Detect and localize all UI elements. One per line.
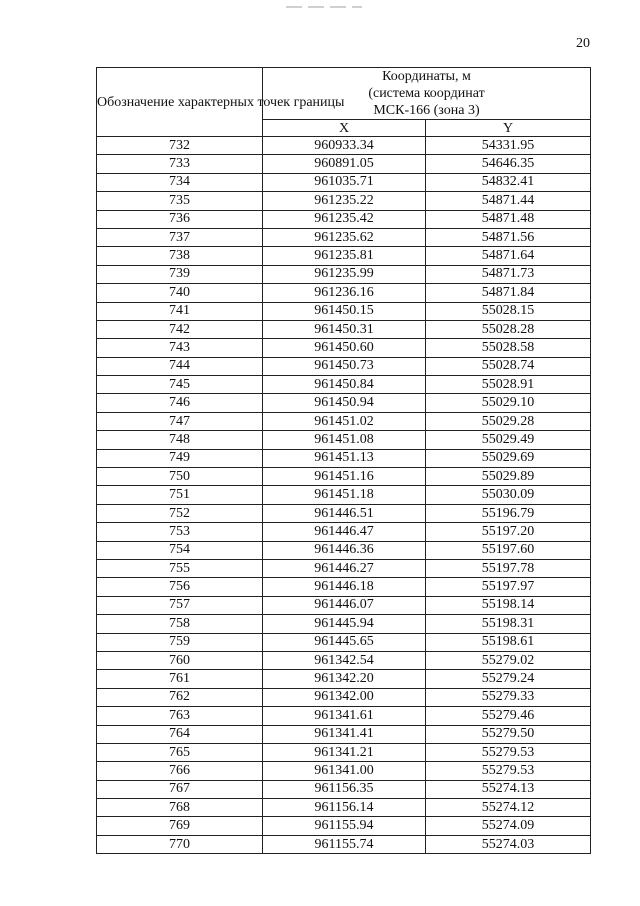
header-coords-line2: (система координат: [368, 86, 485, 101]
table-row: [97, 578, 591, 596]
y-coordinate-cell: 54832.41: [426, 173, 591, 191]
point-id-cell: 768: [97, 799, 263, 817]
table-row: [97, 633, 591, 651]
y-coordinate-cell: 54871.44: [426, 192, 591, 210]
point-id-cell: 760: [97, 651, 263, 669]
point-id-cell: 737: [97, 228, 263, 246]
x-coordinate-cell: 961451.18: [263, 486, 426, 504]
x-coordinate-cell: 961445.94: [263, 615, 426, 633]
point-id-cell: 758: [97, 615, 263, 633]
x-coordinate-cell: 961450.73: [263, 357, 426, 375]
point-id-cell: 767: [97, 780, 263, 798]
y-coordinate-cell: 55274.12: [426, 799, 591, 817]
point-id-cell: 740: [97, 284, 263, 302]
x-coordinate-cell: 961446.36: [263, 541, 426, 559]
table-row: [97, 541, 591, 559]
table-row: [97, 799, 591, 817]
point-id-cell: 756: [97, 578, 263, 596]
y-coordinate-cell: 55279.53: [426, 762, 591, 780]
x-coordinate-cell: 961155.74: [263, 835, 426, 853]
x-coordinate-cell: 961155.94: [263, 817, 426, 835]
y-coordinate-cell: 54871.56: [426, 228, 591, 246]
point-id-cell: 741: [97, 302, 263, 320]
y-coordinate-cell: 55198.61: [426, 633, 591, 651]
table-row: [97, 615, 591, 633]
x-coordinate-cell: 961450.60: [263, 339, 426, 357]
point-id-cell: 743: [97, 339, 263, 357]
x-coordinate-cell: 961341.61: [263, 707, 426, 725]
table-row: [97, 707, 591, 725]
point-id-cell: 739: [97, 265, 263, 283]
table-row: [97, 210, 591, 228]
y-coordinate-cell: 55279.53: [426, 743, 591, 761]
table-row: [97, 835, 591, 853]
point-id-cell: 769: [97, 817, 263, 835]
x-coordinate-cell: 961342.00: [263, 688, 426, 706]
y-coordinate-cell: 55279.50: [426, 725, 591, 743]
y-coordinate-cell: 54871.64: [426, 247, 591, 265]
table-header: [97, 68, 591, 137]
y-coordinate-cell: 55198.31: [426, 615, 591, 633]
header-points: Обозначение характерных точек границы: [97, 68, 263, 137]
y-coordinate-cell: 55279.02: [426, 651, 591, 669]
point-id-cell: 747: [97, 412, 263, 430]
x-coordinate-cell: 961235.99: [263, 265, 426, 283]
y-coordinate-cell: 55029.89: [426, 468, 591, 486]
table-row: [97, 762, 591, 780]
y-coordinate-cell: 55279.33: [426, 688, 591, 706]
y-coordinate-cell: 55029.28: [426, 412, 591, 430]
point-id-cell: 750: [97, 468, 263, 486]
y-coordinate-cell: 54871.84: [426, 284, 591, 302]
y-coordinate-cell: 54331.95: [426, 137, 591, 155]
x-coordinate-cell: 961446.47: [263, 523, 426, 541]
y-coordinate-cell: 55028.28: [426, 320, 591, 338]
x-coordinate-cell: 961341.21: [263, 743, 426, 761]
y-coordinate-cell: 55029.10: [426, 394, 591, 412]
table-row: [97, 302, 591, 320]
table-row: [97, 523, 591, 541]
y-coordinate-cell: 55274.13: [426, 780, 591, 798]
table-row: [97, 339, 591, 357]
point-id-cell: 752: [97, 504, 263, 522]
y-coordinate-cell: 55197.20: [426, 523, 591, 541]
x-coordinate-cell: 960933.34: [263, 137, 426, 155]
x-coordinate-cell: 960891.05: [263, 155, 426, 173]
table-body: [97, 137, 591, 854]
table-row: [97, 173, 591, 191]
point-id-cell: 770: [97, 835, 263, 853]
y-coordinate-cell: 55029.69: [426, 449, 591, 467]
table-row: [97, 228, 591, 246]
point-id-cell: 734: [97, 173, 263, 191]
point-id-cell: 735: [97, 192, 263, 210]
x-coordinate-cell: 961236.16: [263, 284, 426, 302]
x-coordinate-cell: 961451.13: [263, 449, 426, 467]
y-coordinate-cell: 55196.79: [426, 504, 591, 522]
y-coordinate-cell: 55029.49: [426, 431, 591, 449]
x-coordinate-cell: 961341.41: [263, 725, 426, 743]
table-row: [97, 725, 591, 743]
table-row: [97, 486, 591, 504]
y-coordinate-cell: 55279.46: [426, 707, 591, 725]
x-coordinate-cell: 961235.62: [263, 228, 426, 246]
header-x: X: [263, 120, 426, 137]
x-coordinate-cell: 961341.00: [263, 762, 426, 780]
x-coordinate-cell: 961342.20: [263, 670, 426, 688]
point-id-cell: 751: [97, 486, 263, 504]
table-row: [97, 449, 591, 467]
table-row: [97, 412, 591, 430]
y-coordinate-cell: 55197.78: [426, 559, 591, 577]
x-coordinate-cell: 961445.65: [263, 633, 426, 651]
point-id-cell: 762: [97, 688, 263, 706]
table-row: [97, 743, 591, 761]
x-coordinate-cell: 961156.14: [263, 799, 426, 817]
y-coordinate-cell: 55028.58: [426, 339, 591, 357]
x-coordinate-cell: 961446.07: [263, 596, 426, 614]
table-row: [97, 137, 591, 155]
table-row: [97, 670, 591, 688]
page-number: 20: [576, 36, 590, 51]
point-id-cell: 763: [97, 707, 263, 725]
point-id-cell: 746: [97, 394, 263, 412]
scan-artifact-marks: [286, 6, 362, 8]
table-row: [97, 376, 591, 394]
table-row: [97, 651, 591, 669]
y-coordinate-cell: 55274.09: [426, 817, 591, 835]
table-row: [97, 688, 591, 706]
point-id-cell: 764: [97, 725, 263, 743]
y-coordinate-cell: 54871.73: [426, 265, 591, 283]
coordinates-table: [96, 67, 591, 854]
y-coordinate-cell: 55028.91: [426, 376, 591, 394]
table-row: [97, 394, 591, 412]
header-coords-line3: МСК-166 (зона 3): [373, 103, 480, 118]
y-coordinate-cell: 55197.60: [426, 541, 591, 559]
point-id-cell: 748: [97, 431, 263, 449]
table-row: [97, 817, 591, 835]
header-y: Y: [426, 120, 591, 137]
x-coordinate-cell: 961446.27: [263, 559, 426, 577]
point-id-cell: 732: [97, 137, 263, 155]
table-row: [97, 468, 591, 486]
y-coordinate-cell: 55028.15: [426, 302, 591, 320]
point-id-cell: 744: [97, 357, 263, 375]
table-row: [97, 320, 591, 338]
table-row: [97, 265, 591, 283]
point-id-cell: 738: [97, 247, 263, 265]
point-id-cell: 759: [97, 633, 263, 651]
x-coordinate-cell: 961156.35: [263, 780, 426, 798]
x-coordinate-cell: 961235.81: [263, 247, 426, 265]
point-id-cell: 745: [97, 376, 263, 394]
point-id-cell: 753: [97, 523, 263, 541]
y-coordinate-cell: 55197.97: [426, 578, 591, 596]
point-id-cell: 757: [97, 596, 263, 614]
x-coordinate-cell: 961450.94: [263, 394, 426, 412]
y-coordinate-cell: 55198.14: [426, 596, 591, 614]
point-id-cell: 742: [97, 320, 263, 338]
table-row: [97, 357, 591, 375]
table-row: [97, 431, 591, 449]
y-coordinate-cell: 54871.48: [426, 210, 591, 228]
point-id-cell: 749: [97, 449, 263, 467]
x-coordinate-cell: 961446.51: [263, 504, 426, 522]
table-row: [97, 247, 591, 265]
point-id-cell: 755: [97, 559, 263, 577]
table-row: [97, 192, 591, 210]
x-coordinate-cell: 961342.54: [263, 651, 426, 669]
table-row: [97, 504, 591, 522]
y-coordinate-cell: 55274.03: [426, 835, 591, 853]
x-coordinate-cell: 961450.84: [263, 376, 426, 394]
x-coordinate-cell: 961235.22: [263, 192, 426, 210]
point-id-cell: 765: [97, 743, 263, 761]
point-id-cell: 733: [97, 155, 263, 173]
table-row: [97, 559, 591, 577]
x-coordinate-cell: 961035.71: [263, 173, 426, 191]
table-row: [97, 780, 591, 798]
point-id-cell: 761: [97, 670, 263, 688]
header-coordinates: [263, 68, 591, 120]
x-coordinate-cell: 961451.02: [263, 412, 426, 430]
x-coordinate-cell: 961450.15: [263, 302, 426, 320]
header-coords-line1: Координаты, м: [382, 69, 471, 84]
point-id-cell: 754: [97, 541, 263, 559]
point-id-cell: 736: [97, 210, 263, 228]
y-coordinate-cell: 55279.24: [426, 670, 591, 688]
y-coordinate-cell: 55028.74: [426, 357, 591, 375]
x-coordinate-cell: 961446.18: [263, 578, 426, 596]
x-coordinate-cell: 961451.16: [263, 468, 426, 486]
y-coordinate-cell: 55030.09: [426, 486, 591, 504]
point-id-cell: 766: [97, 762, 263, 780]
x-coordinate-cell: 961451.08: [263, 431, 426, 449]
x-coordinate-cell: 961235.42: [263, 210, 426, 228]
x-coordinate-cell: 961450.31: [263, 320, 426, 338]
table-row: [97, 284, 591, 302]
y-coordinate-cell: 54646.35: [426, 155, 591, 173]
table-row: [97, 596, 591, 614]
table-row: [97, 155, 591, 173]
